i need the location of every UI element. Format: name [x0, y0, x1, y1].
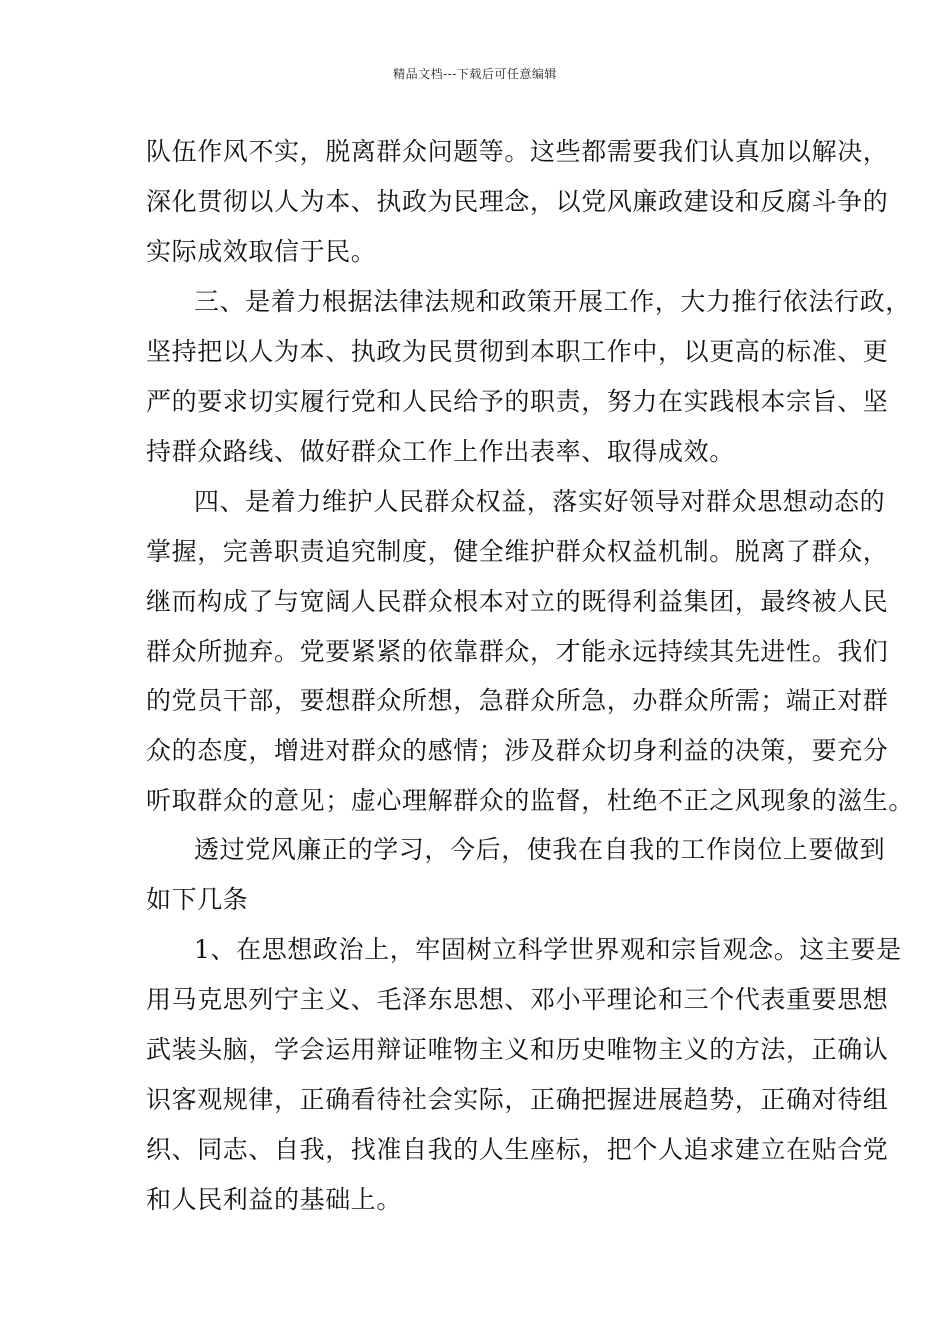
text-line: 武装头脑，学会运用辩证唯物主义和历史唯物主义的方法，正确认	[146, 1035, 889, 1064]
text-line: 队伍作风不实，脱离群众问题等。这些都需要我们认真加以解决，	[146, 137, 889, 166]
text-line: 四、是着力维护人民群众权益，落实好领导对群众思想动态的	[194, 487, 886, 516]
text-line: 和人民利益的基础上。	[146, 1185, 403, 1214]
page-header: 精品文档---下载后可任意编辑	[393, 67, 557, 81]
text-line: 织、同志、自我，找准自我的人生座标，把个人追求建立在贴合党	[146, 1135, 889, 1164]
text-line: 深化贯彻以人为本、执政为民理念，以党风廉政建设和反腐斗争的	[146, 187, 889, 216]
text-line: 严的要求切实履行党和人民给予的职责，努力在实践根本宗旨、坚	[146, 387, 889, 416]
text-line: 群众所抛弃。党要紧紧的依靠群众，才能永远持续其先进性。我们	[146, 637, 889, 666]
text-line: 众的态度，增进对群众的感情；涉及群众切身利益的决策，要充分	[146, 736, 889, 765]
text-line: 识客观规律，正确看待社会实际，正确把握进展趋势，正确对待组	[146, 1085, 889, 1114]
text-line: 继而构成了与宽阔人民群众根本对立的既得利益集团，最终被人民	[146, 587, 889, 616]
text-line: 持群众路线、做好群众工作上作出表率、取得成效。	[146, 437, 735, 466]
text-line: 听取群众的意见；虚心理解群众的监督，杜绝不正之风现象的滋生。	[146, 786, 915, 815]
text-line: 如下几条	[146, 885, 249, 914]
text-line: 透过党风廉正的学习，今后，使我在自我的工作岗位上要做到	[194, 835, 886, 864]
text-line: 实际成效取信于民。	[146, 237, 377, 266]
text-line: 三、是着力根据法律法规和政策开展工作，大力推行依法行政，	[194, 287, 911, 316]
text-line: 的党员干部，要想群众所想，急群众所急，办群众所需；端正对群	[146, 686, 889, 715]
text-line: 1、在思想政治上，牢固树立科学世界观和宗旨观念。这主要是	[194, 935, 902, 964]
text-line: 坚持把以人为本、执政为民贯彻到本职工作中，以更高的标准、更	[146, 337, 889, 366]
text-line: 用马克思列宁主义、毛泽东思想、邓小平理论和三个代表重要思想	[146, 985, 889, 1014]
text-line: 掌握，完善职责追究制度，健全维护群众权益机制。脱离了群众，	[146, 537, 889, 566]
